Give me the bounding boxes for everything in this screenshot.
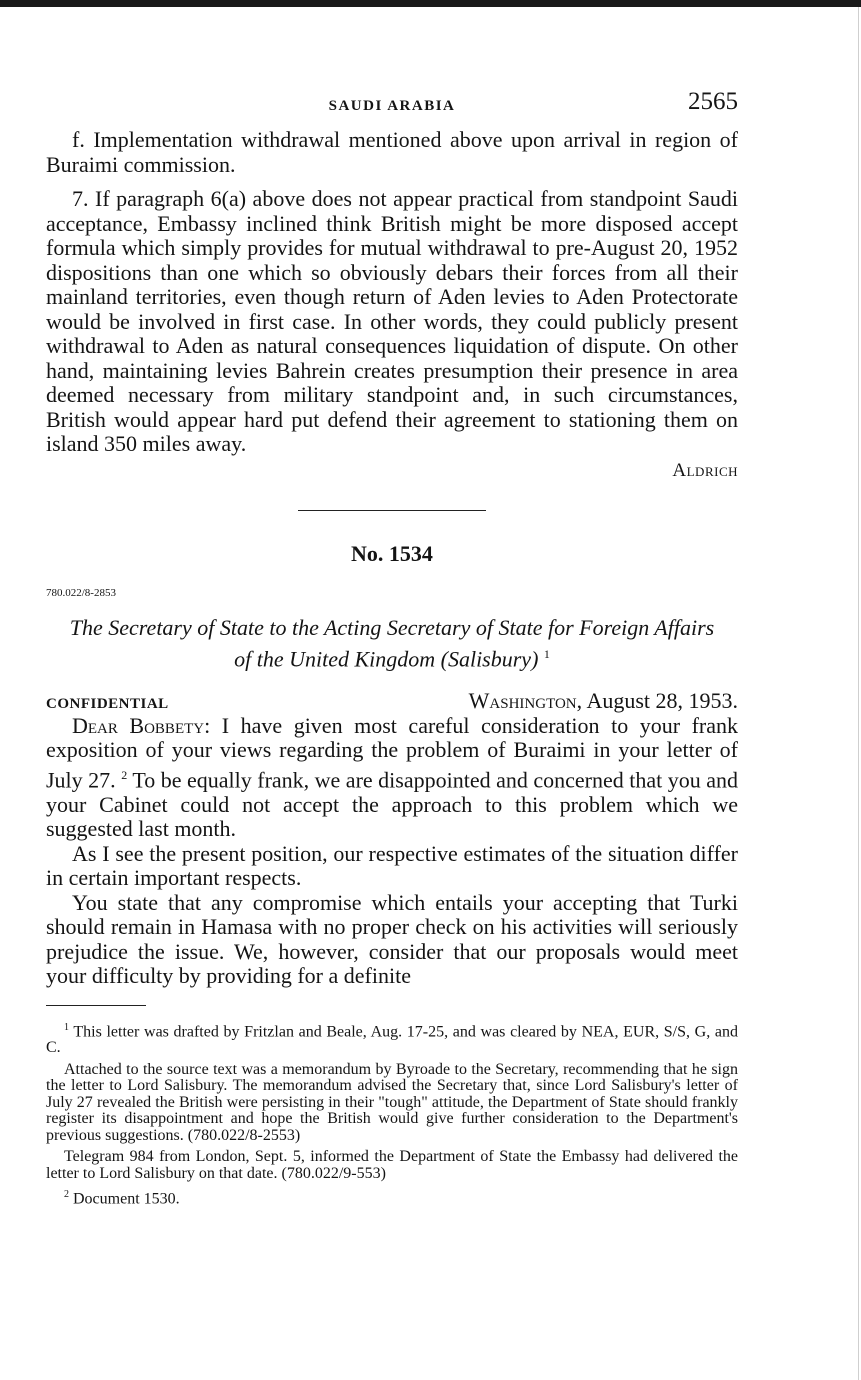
letter-paragraph-1-text-b: To be equally frank, we are disappointed and concerned that you and your Cabinet could not accept the approach to this problem which we suggested last month.: [46, 767, 739, 842]
footnote-ref-2[interactable]: 2: [121, 767, 128, 782]
letter-paragraph-3: You state that any compromise which entails your accepting that Turki should remain in Hamasa with no proper check on his activities will seriously prejudice the issue. We, however, consider that our proposals would meet your difficulty by providing for a definite: [46, 889, 738, 989]
document-title: [46, 615, 738, 672]
salutation: Dear Bobbety:: [72, 712, 211, 738]
signature: Aldrich: [672, 459, 738, 481]
footnote-ref-1[interactable]: 1: [543, 646, 550, 661]
footnote-1-paragraph-2: Attached to the source text was a memorandum by Byroade to the Secretary, recommending that he sign the letter to Lord Salisbury. The memorandum advised the Secretary that, since Lord Salisbury's letter of July 27 revealed the British were persisting in their "tough" attitude, the Department of State should frankly register its disappointment and hope the British would give further consideration to the Department's previous suggestions. (780.022/8-2553): [46, 1060, 738, 1144]
file-reference: 780.022/8-2853: [46, 586, 116, 599]
footnote-1-text: This letter was drafted by Fritzlan and Beale, Aug. 17-25, and was cleared by NEA, EUR, S/S, G, and C.: [46, 1022, 738, 1057]
footnote-2: [46, 1187, 738, 1208]
footnote-divider: [46, 1005, 146, 1006]
letter-paragraph-1-text-a: I have given most careful consideration to your frank exposition of your views regarding the problem of Buraimi in your letter of July 27.: [46, 712, 739, 793]
classification-line: [46, 688, 738, 714]
page-number: 2565: [688, 88, 738, 115]
letter-paragraph-1: [46, 714, 738, 842]
scan-top-border: [0, 0, 861, 7]
document-page: [46, 88, 738, 1213]
footnote-2-mark: 2: [64, 1189, 69, 1201]
footnote-1-paragraph-3: Telegram 984 from London, Sept. 5, informed the Department of State the Embassy had delivered the letter to Lord Salisbury on that date. (780.022/9-553): [46, 1148, 738, 1182]
document-title-text: The Secretary of State to the Acting Secretary of State for Foreign Affairs of the United Kingdom (Salisbury): [69, 614, 715, 671]
section-divider: [298, 510, 486, 511]
dateline-place: Washington,: [468, 687, 583, 713]
dateline: [469, 688, 738, 714]
footnotes: [46, 1020, 738, 1209]
classification: CONFIDENTIAL: [46, 695, 169, 712]
paragraph-f: f. Implementation withdrawal mentioned above upon arrival in region of Buraimi commission.: [46, 127, 738, 177]
running-head: SAUDI ARABIA: [328, 98, 456, 114]
footnote-2-text: Document 1530.: [73, 1190, 180, 1208]
scan-right-edge: [858, 7, 859, 1380]
page-header: [46, 88, 738, 128]
dateline-date: August 28, 1953.: [586, 687, 738, 713]
footnote-1-mark: 1: [64, 1021, 69, 1033]
letter-paragraph-2: As I see the present position, our respective estimates of the situation differ in certain important respects.: [46, 840, 738, 891]
document-number: No. 1534: [351, 540, 433, 566]
paragraph-7: 7. If paragraph 6(a) above does not appear practical from standpoint Saudi acceptance, Embassy inclined think British might be more disposed accept formula which simply provides for mutual withdrawal to pre-August 20, 1952 dispositions than one which so obviously debars their forces from all their mainland territories, even though return of Aden levies to Aden Protectorate would be involved in first case. In other words, they could publicly present withdrawal to Aden as natural consequences liquidation of dispute. On other hand, maintaining levies Bahrein creates presumption their presence in area deemed necessary from military standpoint and, in such circumstances, British would appear hard put defend their agreement to stationing them on island 350 miles away.: [46, 186, 738, 456]
footnote-1: [46, 1020, 738, 1057]
